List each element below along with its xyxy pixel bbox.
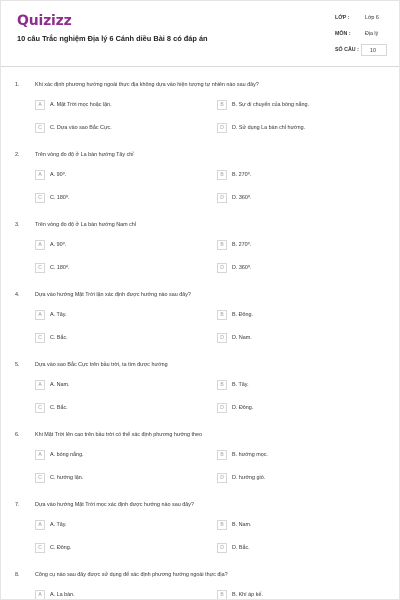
- question-item: [1, 147, 399, 217]
- option-text: A. La bàn.: [50, 592, 75, 598]
- meta-grade-value: Lớp 6: [365, 15, 379, 21]
- question-number: 8.: [15, 572, 20, 578]
- option-letter-box: C: [35, 473, 45, 483]
- option-text: D. 360⁰.: [232, 195, 252, 201]
- question-text: Dựa vào sao Bắc Cực trên bầu trời, ta tìm được hướng: [35, 362, 168, 368]
- question-item: [1, 427, 399, 497]
- option-text: B. 270⁰.: [232, 242, 252, 248]
- option-text: B. 270⁰.: [232, 172, 252, 178]
- worksheet-header: [1, 1, 399, 67]
- option-text: B. Nam.: [232, 522, 252, 528]
- option-text: B. Tây.: [232, 382, 249, 388]
- meta-grade: [331, 11, 391, 27]
- option-letter-box: C: [35, 263, 45, 273]
- option-text: A. 90⁰.: [50, 242, 67, 248]
- option-letter-box: B: [217, 100, 227, 110]
- question-number: 6.: [15, 432, 20, 438]
- option-letter-box: A: [35, 450, 45, 460]
- option-letter-box: D: [217, 403, 227, 413]
- question-number: 3.: [15, 222, 20, 228]
- question-text: Khi xác định phương hướng ngoài thực địa không dựa vào hiện tượng tự nhiên nào sau đây?: [35, 82, 259, 88]
- option-letter-box: A: [35, 380, 45, 390]
- question-item: [1, 287, 399, 357]
- option-text: D. Bắc.: [232, 545, 250, 551]
- option-text: D. hướng gió.: [232, 475, 266, 481]
- option-letter-box: A: [35, 590, 45, 600]
- option-letter-box: B: [217, 170, 227, 180]
- question-item: [1, 567, 399, 600]
- question-text: Trên vòng đo độ ở La bàn hướng Nam chỉ: [35, 222, 136, 228]
- option-letter-box: D: [217, 123, 227, 133]
- option-letter-box: D: [217, 473, 227, 483]
- option-letter-box: A: [35, 240, 45, 250]
- option-letter-box: B: [217, 450, 227, 460]
- meta-subject: [331, 27, 391, 43]
- question-number: 1.: [15, 82, 20, 88]
- option-text: C. Bắc.: [50, 335, 68, 341]
- question-number: 2.: [15, 152, 20, 158]
- option-text: A. 90⁰.: [50, 172, 67, 178]
- option-text: C. Đông.: [50, 545, 72, 551]
- option-letter-box: A: [35, 520, 45, 530]
- option-text: B. Khí áp kế.: [232, 592, 263, 598]
- question-item: [1, 357, 399, 427]
- question-text: Khi Mặt Trời lên cao trên bầu trời có thể xác định phương hướng theo: [35, 432, 202, 438]
- question-list: [1, 77, 399, 600]
- option-text: B. hướng mọc.: [232, 452, 268, 458]
- question-text: Dựa vào hướng Mặt Trời lặn xác định được hướng nào sau đây?: [35, 292, 191, 298]
- option-letter-box: C: [35, 333, 45, 343]
- option-text: B. Sự di chuyển của bóng nắng.: [232, 102, 310, 108]
- option-letter-box: B: [217, 380, 227, 390]
- question-text: Công cụ nào sau đây được sử dụng để xác định phương hướng ngoài thực địa?: [35, 572, 228, 578]
- question-number: 7.: [15, 502, 20, 508]
- meta-question-count: [331, 43, 391, 59]
- option-letter-box: C: [35, 543, 45, 553]
- option-text: C. 180⁰.: [50, 195, 70, 201]
- option-text: C. hướng lặn.: [50, 475, 84, 481]
- meta-question-count-label: SỐ CÂU :: [335, 47, 359, 53]
- option-letter-box: B: [217, 310, 227, 320]
- option-text: C. 180⁰.: [50, 265, 70, 271]
- meta-grade-label: LỚP :: [335, 15, 350, 21]
- option-text: C. Bắc.: [50, 405, 68, 411]
- option-letter-box: B: [217, 240, 227, 250]
- option-text: D. Sử dụng La bàn chỉ hướng.: [232, 125, 306, 131]
- question-item: [1, 217, 399, 287]
- option-letter-box: D: [217, 193, 227, 203]
- question-text: Dựa vào hướng Mặt Trời mọc xác định được hướng nào sau đây?: [35, 502, 194, 508]
- option-text: A. Tây.: [50, 312, 67, 318]
- option-text: A. Mặt Trời mọc hoặc lặn.: [50, 102, 112, 108]
- quizizz-logo: Quizizz: [17, 13, 72, 29]
- option-letter-box: A: [35, 310, 45, 320]
- option-text: A. bóng nắng.: [50, 452, 84, 458]
- meta-subject-value: Địa lý: [365, 31, 379, 37]
- option-text: B. Đông.: [232, 312, 253, 318]
- question-text: Trên vòng đo độ ở La bàn hướng Tây chỉ: [35, 152, 134, 158]
- question-item: [1, 497, 399, 567]
- option-letter-box: D: [217, 333, 227, 343]
- option-text: A. Nam.: [50, 382, 70, 388]
- meta-question-count-value: 10: [361, 44, 387, 56]
- option-text: D. 360⁰.: [232, 265, 252, 271]
- option-letter-box: D: [217, 543, 227, 553]
- option-letter-box: A: [35, 100, 45, 110]
- question-item: [1, 77, 399, 147]
- option-letter-box: B: [217, 520, 227, 530]
- meta-subject-label: MÔN :: [335, 31, 351, 37]
- option-letter-box: C: [35, 123, 45, 133]
- question-number: 5.: [15, 362, 20, 368]
- option-text: D. Nam.: [232, 335, 252, 341]
- worksheet-meta: [331, 11, 391, 59]
- option-text: A. Tây.: [50, 522, 67, 528]
- option-letter-box: A: [35, 170, 45, 180]
- question-number: 4.: [15, 292, 20, 298]
- option-letter-box: D: [217, 263, 227, 273]
- option-letter-box: C: [35, 403, 45, 413]
- option-text: D. Đông.: [232, 405, 254, 411]
- option-letter-box: C: [35, 193, 45, 203]
- worksheet-title: 10 câu Trắc nghiệm Địa lý 6 Cánh diều Bài 8 có đáp án: [17, 34, 208, 43]
- option-letter-box: B: [217, 590, 227, 600]
- option-text: C. Dựa vào sao Bắc Cực.: [50, 125, 112, 131]
